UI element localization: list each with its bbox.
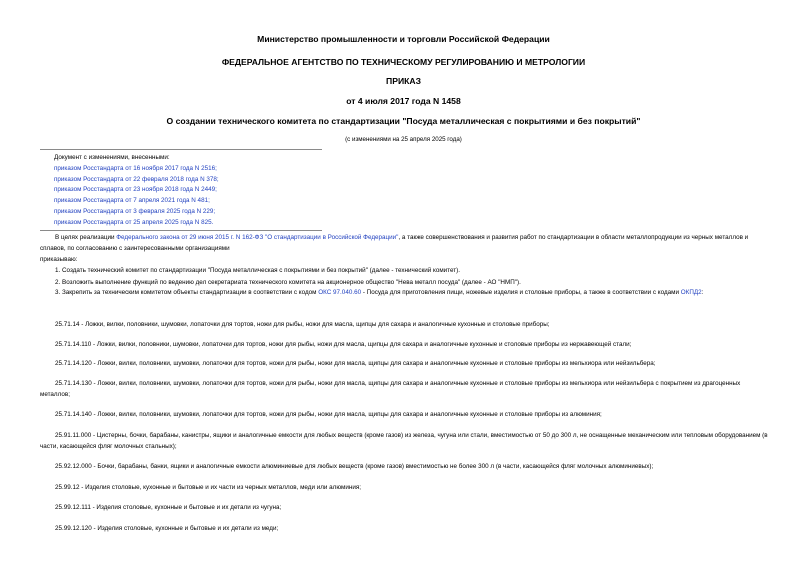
code-item: 25.99.12.120 - Изделия столовые, кухонные и бытовые и их детали из меди; bbox=[55, 525, 279, 532]
page-title: О создании технического комитета по стандартизации "Посуда металлическая с покрытиями и без покрытий" bbox=[166, 116, 641, 126]
item3-suffix: : bbox=[701, 289, 704, 296]
preamble-suffix: , а также совершенствования и развития работ по стандартизации в области металлопродукции из черных металлов и сплавов, по согласованию с заинтересованными организациями bbox=[40, 234, 749, 252]
code-item: 25.71.14 - Ложки, вилки, половники, шумовки, лопаточки для тортов, ножи для рыбы, ножи для масла, щипцы для сахара и аналогичные кухонные и столовые приборы; bbox=[55, 321, 550, 328]
order-item-2: 2. Возложить выполнение функций по ведению дел секретариата технического комитета на акционерное общество "Нева металл посуда" (далее - АО "НМП"). bbox=[55, 279, 521, 286]
divider-bottom bbox=[40, 230, 322, 231]
preamble-paragraph bbox=[40, 233, 768, 254]
item3-middle: - Посуда для приготовления пищи, ножевые изделия и столовые приборы, а также в соответствии с кодами bbox=[361, 289, 681, 296]
changes-intro: Документ с изменениями, внесенными: bbox=[54, 154, 170, 161]
change-link[interactable]: приказом Росстандарта от 22 февраля 2018 года N 378; bbox=[54, 175, 219, 183]
change-link[interactable]: приказом Росстандарта от 7 апреля 2021 года N 481; bbox=[54, 197, 210, 205]
preamble-prefix: В целях реализации bbox=[55, 234, 117, 241]
item3-prefix: 3. Закрепить за техническим комитетом объекты стандартизации в соответствии с кодом bbox=[55, 289, 319, 296]
code-item: 25.71.14.120 - Ложки, вилки, половники, шумовки, лопаточки для тортов, ножи для рыбы, ножи для масла, щипцы для сахара и аналогичные кухонные и столовые приборы из мельхиора или нейзильбера; bbox=[55, 360, 656, 367]
order-item-3 bbox=[40, 288, 768, 299]
order-item-1: 1. Создать технический комитет по стандартизации "Посуда металлическая с покрытиями и без покрытий" (далее - технический комитет). bbox=[55, 267, 461, 274]
doc-type-heading: ПРИКАЗ bbox=[386, 76, 421, 86]
revision-note: (с изменениями на 25 апреля 2025 года) bbox=[345, 136, 462, 143]
okpd2-link[interactable]: ОКПД2 bbox=[680, 289, 702, 296]
oks-link[interactable]: ОКС 97.040.60 bbox=[318, 289, 362, 296]
change-link[interactable]: приказом Росстандарта от 16 ноября 2017 года N 2516; bbox=[54, 164, 217, 172]
code-item: 25.99.12.111 - Изделия столовые, кухонные и бытовые и их детали из чугуна; bbox=[55, 504, 282, 511]
code-item: 25.71.14.110 - Ложки, вилки, половники, шумовки, лопаточки для тортов, ножи для рыбы, ножи для масла, щипцы для сахара и аналогичные кухонные и столовые приборы из нержавеющей стали; bbox=[55, 341, 632, 348]
order-word: приказываю: bbox=[40, 256, 78, 263]
divider-top bbox=[40, 149, 322, 150]
code-item: 25.92.12.000 - Бочки, барабаны, банки, ящики и аналогичные емкости алюминиевые для любых веществ (кроме газов) вместимостью не более 300 л (в части, касающейся фляг молочных алюминиевых); bbox=[55, 463, 654, 470]
federal-law-link[interactable]: Федерального закона от 29 июня 2015 г. N 162-ФЗ "О стандартизации в Российской Федерации" bbox=[116, 234, 399, 241]
change-link[interactable]: приказом Росстандарта от 25 апреля 2025 года N 825. bbox=[54, 218, 214, 226]
change-link[interactable]: приказом Росстандарта от 3 февраля 2025 года N 229; bbox=[54, 207, 216, 215]
code-item: 25.71.14.140 - Ложки, вилки, половники, шумовки, лопаточки для тортов, ножи для рыбы, ножи для масла, щипцы для сахара и аналогичные кухонные и столовые приборы из алюминия; bbox=[55, 411, 602, 418]
code-item: 25.71.14.130 - Ложки, вилки, половники, шумовки, лопаточки для тортов, ножи для рыбы, ножи для масла, щипцы для сахара и аналогичные кухонные и столовые приборы из мельхиора или нейзильбера с покрытием из драгоценных металлов; bbox=[40, 380, 741, 398]
agency-heading: ФЕДЕРАЛЬНОЕ АГЕНТСТВО ПО ТЕХНИЧЕСКОМУ РЕГУЛИРОВАНИЮ И МЕТРОЛОГИИ bbox=[221, 57, 586, 67]
change-link[interactable]: приказом Росстандарта от 23 ноября 2018 года N 2449; bbox=[54, 186, 217, 194]
code-item: 25.91.11.000 - Цистерны, бочки, барабаны, канистры, ящики и аналогичные емкости для любых веществ (кроме газов) из железа, чугуна или стали, вместимостью от 50 до 300 л, не оснащенные механическим или тепловым оборудованием (в части, касающейся фляг молочных стальных); bbox=[40, 432, 768, 450]
ministry-heading: Министерство промышленности и торговли Российской Федерации bbox=[257, 34, 550, 44]
doc-date-number: от 4 июля 2017 года N 1458 bbox=[346, 96, 461, 106]
changes-block bbox=[54, 153, 219, 229]
code-item: 25.99.12 - Изделия столовые, кухонные и бытовые и их части из черных металлов, меди или алюминия; bbox=[55, 484, 361, 491]
